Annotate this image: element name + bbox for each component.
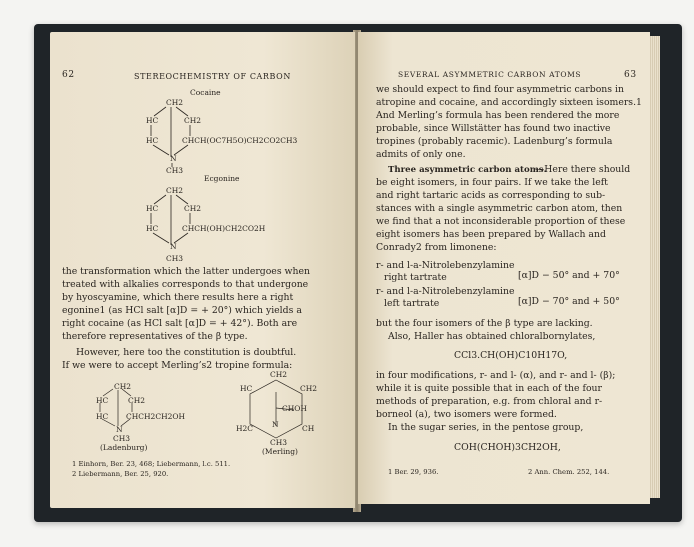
right-page <box>358 32 650 504</box>
atom-label: N <box>170 154 177 163</box>
footnote: 1 Einhorn, Ber. 23, 468; Liebermann, l.c. 511. <box>72 460 231 468</box>
page-edges <box>650 36 660 498</box>
text-line: we should expect to find four asymmetric carbons in <box>376 84 624 95</box>
table-name: r- and l-a-Nitrolebenzylamine <box>376 260 515 271</box>
text-line: while it is quite possible that in each of the four <box>376 383 602 394</box>
atom-label: HC <box>146 116 159 125</box>
text-line: stances with a single asymmetric carbon atom, then <box>376 203 623 214</box>
structure-title: Cocaine <box>190 88 221 97</box>
running-head: SEVERAL ASYMMETRIC CARBON ATOMS <box>398 70 582 79</box>
side-chain: CHCH(OC7H5O)CH2CO2CH3 <box>182 136 298 145</box>
text-line: methods of preparation, e.g. from chloral and r- <box>376 396 603 407</box>
formula: COH(CHOH)3CH2OH, <box>454 442 561 453</box>
structure-caption: (Ladenburg) <box>100 443 148 452</box>
text-line: in four modifications, r- and l- (α), and r- and l- (β); <box>376 370 616 381</box>
atom-label: CH3 <box>113 434 131 443</box>
structure-title: Ecgonine <box>204 174 240 183</box>
text-line: but the four isomers of the β type are lacking. <box>376 318 593 329</box>
atom-label: CH2 <box>114 382 132 391</box>
text-line: the transformation which the latter undergoes when <box>62 266 310 277</box>
atom-label: CHOH <box>282 404 307 413</box>
text-line: In the sugar series, in the pentose group, <box>388 422 584 433</box>
left-page <box>50 32 355 508</box>
footnote: 1 Ber. 29, 936. <box>388 468 439 476</box>
atom-label: CH2 <box>166 98 184 107</box>
text-line: Conrady2 from limonene: <box>376 242 497 253</box>
text-line: —Here there should <box>535 164 631 175</box>
running-head: STEREOCHEMISTRY OF CARBON <box>134 72 291 81</box>
atom-label: HC <box>96 412 109 421</box>
text-line: If we were to accept Merling’s2 tropine formula: <box>62 360 293 371</box>
atom-label: CH2 <box>128 396 146 405</box>
atom-label: CH3 <box>166 166 184 175</box>
atom-label: N <box>170 242 177 251</box>
atom-label: HC <box>146 136 159 145</box>
table-name: r- and l-a-Nitrolebenzylamine <box>376 286 515 297</box>
text-line: therefore representatives of the β type. <box>62 331 248 342</box>
text-line: probable, since Willstätter has found two inactive <box>376 123 611 134</box>
table-name: left tartrate <box>384 298 440 309</box>
text-line: we find that a not inconsiderable proportion of these <box>376 216 626 227</box>
text-line: borneol (a), two isomers were formed. <box>376 409 557 420</box>
formula: CCl3.CH(OH)C10H17O, <box>454 350 568 361</box>
side-chain: CHCH(OH)CH2CO2H <box>182 224 266 233</box>
atom-label: CH3 <box>270 438 288 447</box>
atom-label: CH <box>302 424 315 433</box>
footnote: 2 Liebermann, Ber. 25, 920. <box>72 470 169 478</box>
text-line: And Merling’s formula has been rendered the more <box>376 110 620 121</box>
atom-label: HC <box>240 384 253 393</box>
page-number: 62 <box>62 70 75 80</box>
atom-label: CH2 <box>184 204 202 213</box>
section-heading: Three asymmetric carbon atoms. <box>388 165 547 175</box>
text-line: However, here too the constitution is doubtful. <box>76 347 297 358</box>
text-line: by hyoscyamine, which there results here a right <box>62 292 294 303</box>
text-line: atropine and cocaine, and accordingly sixteen isomers.1 <box>376 97 642 108</box>
table-value: [α]D − 50° and + 70° <box>518 270 620 281</box>
footnote: 2 Ann. Chem. 252, 144. <box>528 468 610 476</box>
text-line: eight isomers has been prepared by Wallach and <box>376 229 606 240</box>
atom-label: CH2 <box>184 116 202 125</box>
atom-label: N <box>272 420 279 429</box>
atom-label: CH2 <box>166 186 184 195</box>
table-name: right tartrate <box>384 272 447 283</box>
merling-ring <box>50 32 355 508</box>
atom-label: HC <box>146 224 159 233</box>
text-line: Also, Haller has obtained chloralbornylates, <box>388 331 596 342</box>
side-chain: CHCH2CH2OH <box>126 412 186 421</box>
table-value: [α]D − 70° and + 50° <box>518 296 620 307</box>
text-line: egonine1 (as HCl salt [α]D = + 20°) which yields a <box>62 305 302 316</box>
text-line: be eight isomers, in four pairs. If we take the left <box>376 177 608 188</box>
atom-label: N <box>116 425 123 434</box>
atom-label: HC <box>96 396 109 405</box>
atom-label: H2C <box>236 424 254 433</box>
text-line: treated with alkalies corresponds to that undergone <box>62 279 309 290</box>
page-number: 63 <box>624 70 637 80</box>
atom-label: CH2 <box>300 384 318 393</box>
text-line: and right tartaric acids as corresponding to sub- <box>376 190 606 201</box>
text-line: admits of only one. <box>376 149 466 160</box>
text-line: right cocaine (as HCl salt [α]D = + 42°). Both are <box>62 318 298 329</box>
text-line: tropines (probably racemic). Ladenburg’s formula <box>376 136 613 147</box>
atom-label: CH3 <box>166 254 184 263</box>
structure-caption: (Merling) <box>262 447 298 456</box>
atom-label: HC <box>146 204 159 213</box>
atom-label: CH2 <box>270 370 288 379</box>
